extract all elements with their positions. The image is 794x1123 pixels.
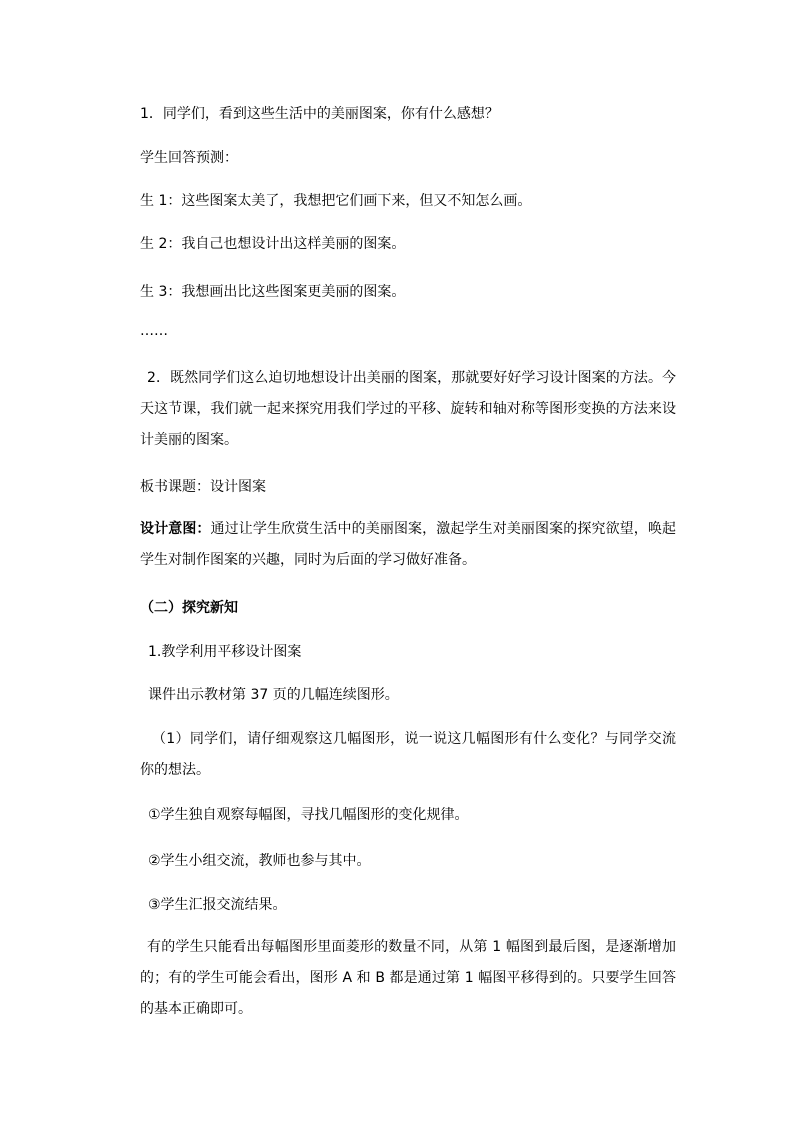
paragraph-observe: （1）同学们，请仔细观察这几幅图形，说一说这几幅图形有什么变化？与同学交流你的想法。 xyxy=(140,731,676,778)
paragraph-step-1: ①学生独自观察每幅图，寻找几幅图形的变化规律。 xyxy=(148,807,469,823)
paragraph-design-intent xyxy=(140,514,676,576)
paragraph-ellipsis: …… xyxy=(140,323,168,339)
paragraph-step-2: ②学生小组交流，教师也参与其中。 xyxy=(148,853,371,869)
design-intent-text: 通过让学生欣赏生活中的美丽图案，激起学生对美丽图案的探究欲望，唤起学生对制作图案的兴趣，同时为后面的学习做好准备。 xyxy=(140,521,677,568)
paragraph-predictions-heading: 学生回答预测： xyxy=(140,150,238,166)
paragraph-student-3: 生 3：我想画出比这些图案更美丽的图案。 xyxy=(140,284,406,300)
paragraph-question-1: 1．同学们，看到这些生活中的美丽图案，你有什么感想？ xyxy=(140,106,499,122)
paragraph-student-2: 生 2：我自己也想设计出这样美丽的图案。 xyxy=(140,236,406,252)
design-intent-label: 设计意图： xyxy=(140,521,211,537)
paragraph-board-title: 板书课题：设计图案 xyxy=(140,479,266,495)
paragraph-student-1: 生 1：这些图案太美了，我想把它们画下来，但又不知怎么画。 xyxy=(140,193,532,209)
paragraph-question-2: 2．既然同学们这么迫切地想设计出美丽的图案，那就要好好学习设计图案的方法。今天这节课，我们就一起来探究用我们学过的平移、旋转和轴对称等图形变换的方法来设计美丽的图案。 xyxy=(140,370,676,448)
paragraph-subsection-1: 1.教学利用平移设计图案 xyxy=(148,644,302,660)
paragraph-step-3: ③学生汇报交流结果。 xyxy=(148,897,287,913)
paragraph-courseware: 课件出示教材第 37 页的几幅连续图形。 xyxy=(148,687,399,703)
section-heading-explore: （二）探究新知 xyxy=(140,600,238,616)
paragraph-conclusion: 有的学生只能看出每幅图形里面菱形的数量不同，从第 1 幅图到最后图，是逐渐增加的；有的学生可能会看出，图形 A 和 B 都是通过第 1 幅图平移得到的。只要学生回答的基本正确即可。 xyxy=(140,939,676,1017)
